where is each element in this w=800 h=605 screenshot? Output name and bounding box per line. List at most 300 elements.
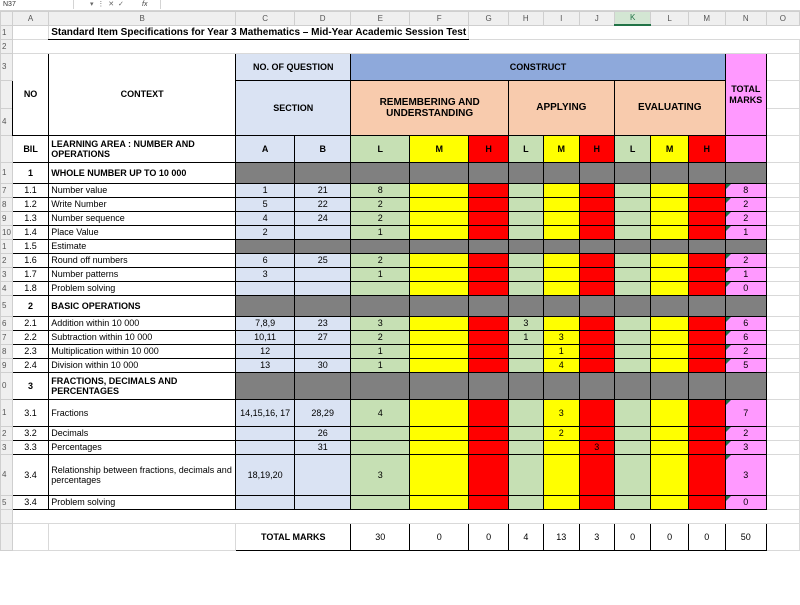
- column-header-d[interactable]: D: [295, 12, 351, 26]
- mark-cell[interactable]: [688, 441, 725, 455]
- blank-cell: [766, 317, 799, 331]
- spreadsheet-grid: [0, 11, 800, 551]
- table-row: [1, 226, 800, 240]
- mark-cell[interactable]: [508, 184, 543, 198]
- mark-cell[interactable]: [508, 455, 543, 496]
- header-no: NO: [12, 54, 48, 136]
- row-number[interactable]: 3: [1, 268, 13, 282]
- mark-cell[interactable]: [508, 345, 543, 359]
- mark-cell[interactable]: [614, 317, 651, 331]
- gray-cell: [236, 240, 295, 254]
- blank-cell: [766, 296, 799, 317]
- section-b-value: 25: [295, 254, 351, 268]
- gray-cell: [508, 163, 543, 184]
- column-header-i[interactable]: I: [543, 12, 579, 26]
- column-header-b[interactable]: B: [49, 12, 236, 26]
- row-number[interactable]: 3: [1, 441, 13, 455]
- mark-cell[interactable]: [543, 455, 579, 496]
- mark-cell[interactable]: 2: [351, 331, 410, 345]
- mark-cell[interactable]: 3: [543, 331, 579, 345]
- row-number[interactable]: [1, 510, 13, 524]
- mark-cell[interactable]: [651, 359, 688, 373]
- row-number[interactable]: 7: [1, 331, 13, 345]
- column-header-o[interactable]: O: [766, 12, 799, 26]
- gray-cell: [295, 240, 351, 254]
- row-total[interactable]: 1: [725, 226, 766, 240]
- mark-cell[interactable]: [651, 184, 688, 198]
- mark-cell[interactable]: [410, 345, 469, 359]
- mark-cell[interactable]: [543, 212, 579, 226]
- mark-cell[interactable]: [469, 455, 509, 496]
- blank-cell: [766, 441, 799, 455]
- table-row: [1, 441, 800, 455]
- mark-cell[interactable]: [579, 268, 614, 282]
- blank-cell: [766, 282, 799, 296]
- mark-cell[interactable]: 3: [508, 317, 543, 331]
- mark-cell[interactable]: [469, 226, 509, 240]
- column-total[interactable]: 3: [579, 524, 614, 551]
- mark-cell[interactable]: [614, 198, 651, 212]
- mark-cell[interactable]: [508, 400, 543, 427]
- row-number[interactable]: 0: [1, 373, 13, 400]
- table-row: [1, 282, 800, 296]
- level-l: L: [508, 136, 543, 163]
- mark-cell[interactable]: [688, 455, 725, 496]
- item-context: Write Number: [49, 198, 236, 212]
- item-number: 1.3: [12, 212, 48, 226]
- row-total[interactable]: 3: [725, 455, 766, 496]
- row-total[interactable]: 1: [725, 268, 766, 282]
- mark-cell[interactable]: [543, 317, 579, 331]
- row-total[interactable]: 5: [725, 359, 766, 373]
- mark-cell[interactable]: [579, 282, 614, 296]
- mark-cell[interactable]: [410, 400, 469, 427]
- mark-cell[interactable]: [508, 359, 543, 373]
- name-box[interactable]: N37: [0, 0, 74, 9]
- section-a-value: [236, 282, 295, 296]
- column-header-m[interactable]: M: [688, 12, 725, 26]
- mark-cell[interactable]: 3: [579, 441, 614, 455]
- row-total[interactable]: 2: [725, 345, 766, 359]
- mark-cell[interactable]: 1: [351, 268, 410, 282]
- row-number[interactable]: 2: [1, 254, 13, 268]
- mark-cell[interactable]: [410, 427, 469, 441]
- mark-cell[interactable]: [614, 455, 651, 496]
- formula-controls: ▾ ⋮ ✕ ✓: [90, 1, 124, 8]
- header-section-b: B: [295, 136, 351, 163]
- mark-cell[interactable]: [651, 345, 688, 359]
- mark-cell[interactable]: [508, 268, 543, 282]
- mark-cell[interactable]: [410, 359, 469, 373]
- mark-cell[interactable]: [469, 317, 509, 331]
- mark-cell[interactable]: [688, 345, 725, 359]
- blank-cell: [766, 254, 799, 268]
- mark-cell[interactable]: 1: [543, 345, 579, 359]
- mark-cell[interactable]: [469, 184, 509, 198]
- mark-cell[interactable]: [614, 268, 651, 282]
- item-number: 1.7: [12, 268, 48, 282]
- row-number[interactable]: 8: [1, 198, 13, 212]
- gray-cell: [351, 163, 410, 184]
- section-a-value: 18,19,20: [236, 455, 295, 496]
- mark-cell[interactable]: 4: [351, 400, 410, 427]
- mark-cell[interactable]: [688, 268, 725, 282]
- mark-cell[interactable]: [579, 400, 614, 427]
- mark-cell[interactable]: [614, 441, 651, 455]
- mark-cell[interactable]: [688, 496, 725, 510]
- mark-cell[interactable]: [543, 254, 579, 268]
- row-number[interactable]: 2: [1, 40, 13, 54]
- row-number[interactable]: 5: [1, 496, 13, 510]
- row-number[interactable]: 1: [1, 240, 13, 254]
- column-header-g[interactable]: G: [469, 12, 509, 26]
- mark-cell[interactable]: [508, 212, 543, 226]
- blank-cell: [766, 136, 799, 163]
- section-b-value: [295, 496, 351, 510]
- table-row: [1, 212, 800, 226]
- mark-cell[interactable]: [469, 331, 509, 345]
- mark-cell[interactable]: [651, 455, 688, 496]
- table-row: [1, 268, 800, 282]
- gray-cell: [725, 373, 766, 400]
- mark-cell[interactable]: [651, 496, 688, 510]
- mark-cell[interactable]: [543, 184, 579, 198]
- item-number: 3.4: [12, 455, 48, 496]
- column-header-j[interactable]: J: [579, 12, 614, 26]
- column-total[interactable]: 0: [614, 524, 651, 551]
- mark-cell[interactable]: [410, 282, 469, 296]
- mark-cell[interactable]: [508, 226, 543, 240]
- mark-cell[interactable]: [614, 282, 651, 296]
- mark-cell[interactable]: [688, 226, 725, 240]
- table-row: [1, 296, 800, 317]
- item-context: Relationship between fractions, decimals and percentages: [49, 455, 236, 496]
- row-number[interactable]: [1, 524, 13, 551]
- mark-cell[interactable]: [410, 198, 469, 212]
- mark-cell[interactable]: [688, 317, 725, 331]
- mark-cell[interactable]: [410, 184, 469, 198]
- gray-cell: [614, 296, 651, 317]
- row-total[interactable]: 2: [725, 198, 766, 212]
- mark-cell[interactable]: 2: [351, 254, 410, 268]
- mark-cell[interactable]: 1: [351, 226, 410, 240]
- section-a-value: 6: [236, 254, 295, 268]
- mark-cell[interactable]: [543, 496, 579, 510]
- totals-label: TOTAL MARKS: [236, 524, 351, 551]
- mark-cell[interactable]: [651, 198, 688, 212]
- column-total[interactable]: 13: [543, 524, 579, 551]
- mark-cell[interactable]: [614, 427, 651, 441]
- mark-cell[interactable]: [508, 496, 543, 510]
- item-number: 3.4: [12, 496, 48, 510]
- row-total[interactable]: 8: [725, 184, 766, 198]
- column-total[interactable]: 4: [508, 524, 543, 551]
- row-number[interactable]: 7: [1, 184, 13, 198]
- mark-cell[interactable]: [351, 441, 410, 455]
- mark-cell[interactable]: [410, 317, 469, 331]
- mark-cell[interactable]: [543, 198, 579, 212]
- gray-cell: [508, 296, 543, 317]
- mark-cell[interactable]: [651, 331, 688, 345]
- mark-cell[interactable]: [508, 441, 543, 455]
- gray-cell: [725, 240, 766, 254]
- group-number: 2: [12, 296, 48, 317]
- mark-cell[interactable]: [651, 282, 688, 296]
- item-context: Division within 10 000: [49, 359, 236, 373]
- mark-cell[interactable]: [614, 254, 651, 268]
- mark-cell[interactable]: [688, 427, 725, 441]
- column-total[interactable]: 0: [688, 524, 725, 551]
- mark-cell[interactable]: [614, 226, 651, 240]
- mark-cell[interactable]: [614, 184, 651, 198]
- row-total[interactable]: 2: [725, 427, 766, 441]
- mark-cell[interactable]: [579, 184, 614, 198]
- column-header-a[interactable]: A: [12, 12, 48, 26]
- blank-cell: [49, 524, 236, 551]
- row-number[interactable]: 2: [1, 427, 13, 441]
- section-a-value: 7,8,9: [236, 317, 295, 331]
- item-number: 3.1: [12, 400, 48, 427]
- mark-cell[interactable]: [688, 400, 725, 427]
- mark-cell[interactable]: [469, 427, 509, 441]
- mark-cell[interactable]: 4: [543, 359, 579, 373]
- row-number[interactable]: 1: [1, 400, 13, 427]
- mark-cell[interactable]: [410, 441, 469, 455]
- mark-cell[interactable]: 3: [543, 400, 579, 427]
- mark-cell[interactable]: [614, 212, 651, 226]
- gray-cell: [351, 296, 410, 317]
- gray-cell: [410, 240, 469, 254]
- column-total[interactable]: 0: [469, 524, 509, 551]
- section-b-value: 23: [295, 317, 351, 331]
- mark-cell[interactable]: [651, 400, 688, 427]
- mark-cell[interactable]: [614, 400, 651, 427]
- section-b-value: 28,29: [295, 400, 351, 427]
- mark-cell[interactable]: [543, 268, 579, 282]
- header-remembering: REMEMBERING AND UNDERSTANDING: [351, 81, 509, 136]
- mark-cell[interactable]: [688, 282, 725, 296]
- mark-cell[interactable]: [688, 212, 725, 226]
- mark-cell[interactable]: [651, 427, 688, 441]
- row-total[interactable]: 0: [725, 496, 766, 510]
- row-number[interactable]: 5: [1, 296, 13, 317]
- row-number[interactable]: 4: [1, 108, 13, 136]
- mark-cell[interactable]: [410, 212, 469, 226]
- column-total[interactable]: 30: [351, 524, 410, 551]
- mark-cell[interactable]: [579, 254, 614, 268]
- item-number: 1.5: [12, 240, 48, 254]
- row-number[interactable]: [1, 81, 13, 109]
- mark-cell[interactable]: 2: [351, 212, 410, 226]
- mark-cell[interactable]: [410, 254, 469, 268]
- level-m: M: [651, 136, 688, 163]
- header-section-a: A: [236, 136, 295, 163]
- row-total[interactable]: 6: [725, 317, 766, 331]
- mark-cell[interactable]: [651, 441, 688, 455]
- blank-cell: [766, 496, 799, 510]
- mark-cell[interactable]: [579, 427, 614, 441]
- mark-cell[interactable]: [614, 496, 651, 510]
- item-number: 1.8: [12, 282, 48, 296]
- row-total[interactable]: 0: [725, 282, 766, 296]
- mark-cell[interactable]: 1: [351, 345, 410, 359]
- mark-cell[interactable]: [410, 226, 469, 240]
- blank-cell: [766, 198, 799, 212]
- mark-cell[interactable]: [651, 268, 688, 282]
- mark-cell[interactable]: [410, 331, 469, 345]
- column-header-h[interactable]: H: [508, 12, 543, 26]
- mark-cell[interactable]: [469, 359, 509, 373]
- mark-cell[interactable]: [579, 226, 614, 240]
- mark-cell[interactable]: [543, 282, 579, 296]
- blank-cell: [766, 163, 799, 184]
- mark-cell[interactable]: [614, 331, 651, 345]
- mark-cell[interactable]: [688, 254, 725, 268]
- mark-cell[interactable]: [410, 496, 469, 510]
- table-row: [1, 163, 800, 184]
- gray-cell: [688, 373, 725, 400]
- function-icon[interactable]: fx: [142, 1, 148, 8]
- mark-cell[interactable]: [410, 455, 469, 496]
- mark-cell[interactable]: [469, 268, 509, 282]
- mark-cell[interactable]: [688, 359, 725, 373]
- mark-cell[interactable]: [688, 198, 725, 212]
- item-context: Number value: [49, 184, 236, 198]
- mark-cell[interactable]: [579, 496, 614, 510]
- item-number: 2.1: [12, 317, 48, 331]
- row-number[interactable]: 9: [1, 212, 13, 226]
- mark-cell[interactable]: [351, 427, 410, 441]
- row-number[interactable]: 3: [1, 54, 13, 81]
- mark-cell[interactable]: [543, 441, 579, 455]
- row-number[interactable]: 1: [1, 25, 13, 40]
- gray-cell: [295, 296, 351, 317]
- mark-cell[interactable]: [508, 427, 543, 441]
- mark-cell[interactable]: [351, 496, 410, 510]
- row-total[interactable]: 3: [725, 441, 766, 455]
- grand-total[interactable]: 50: [725, 524, 766, 551]
- mark-cell[interactable]: [469, 198, 509, 212]
- row-number[interactable]: 8: [1, 345, 13, 359]
- mark-cell[interactable]: [579, 345, 614, 359]
- mark-cell[interactable]: [579, 359, 614, 373]
- mark-cell[interactable]: [469, 400, 509, 427]
- mark-cell[interactable]: [651, 254, 688, 268]
- row-number[interactable]: 10: [1, 226, 13, 240]
- select-all[interactable]: [1, 12, 13, 26]
- section-b-value: 26: [295, 427, 351, 441]
- mark-cell[interactable]: [614, 359, 651, 373]
- mark-cell[interactable]: [469, 212, 509, 226]
- mark-cell[interactable]: [508, 254, 543, 268]
- mark-cell[interactable]: [508, 198, 543, 212]
- row-number[interactable]: 6: [1, 317, 13, 331]
- section-b-value: [295, 345, 351, 359]
- group-title: WHOLE NUMBER UP TO 10 000: [49, 163, 236, 184]
- table-row: [1, 373, 800, 400]
- mark-cell[interactable]: [469, 441, 509, 455]
- mark-cell[interactable]: [543, 226, 579, 240]
- mark-cell[interactable]: [579, 212, 614, 226]
- formula-input[interactable]: [160, 0, 800, 9]
- sheet-title: Standard Item Specifications for Year 3 Mathematics – Mid-Year Academic Session Test: [49, 25, 469, 40]
- table-row: [1, 427, 800, 441]
- mark-cell[interactable]: 1: [351, 359, 410, 373]
- column-header-e[interactable]: E: [351, 12, 410, 26]
- column-total[interactable]: 0: [410, 524, 469, 551]
- mark-cell[interactable]: [351, 282, 410, 296]
- table-row: [1, 240, 800, 254]
- item-number: 1.6: [12, 254, 48, 268]
- mark-cell[interactable]: [469, 282, 509, 296]
- row-number[interactable]: 1: [1, 163, 13, 184]
- mark-cell[interactable]: [579, 198, 614, 212]
- column-header-f[interactable]: F: [410, 12, 469, 26]
- row-number[interactable]: 4: [1, 455, 13, 496]
- gray-cell: [410, 163, 469, 184]
- mark-cell[interactable]: [651, 317, 688, 331]
- row-total[interactable]: 2: [725, 254, 766, 268]
- gray-cell: [295, 373, 351, 400]
- header-learning-area: LEARNING AREA : NUMBER AND OPERATIONS: [49, 136, 236, 163]
- mark-cell[interactable]: 2: [351, 198, 410, 212]
- row-number[interactable]: 9: [1, 359, 13, 373]
- mark-cell[interactable]: [688, 184, 725, 198]
- row-total[interactable]: 2: [725, 212, 766, 226]
- totals-row: [1, 524, 800, 551]
- row-total[interactable]: 6: [725, 331, 766, 345]
- mark-cell[interactable]: [688, 331, 725, 345]
- row-number[interactable]: 4: [1, 282, 13, 296]
- mark-cell[interactable]: 3: [351, 317, 410, 331]
- mark-cell[interactable]: [508, 282, 543, 296]
- mark-cell[interactable]: 8: [351, 184, 410, 198]
- mark-cell[interactable]: [579, 455, 614, 496]
- mark-cell[interactable]: 1: [508, 331, 543, 345]
- blank-cell: [766, 373, 799, 400]
- gray-cell: [508, 240, 543, 254]
- mark-cell[interactable]: [651, 226, 688, 240]
- item-context: Place Value: [49, 226, 236, 240]
- blank-cell: [766, 240, 799, 254]
- mark-cell[interactable]: [469, 496, 509, 510]
- row-number[interactable]: [1, 136, 13, 163]
- mark-cell[interactable]: [410, 268, 469, 282]
- column-header-c[interactable]: C: [236, 12, 295, 26]
- column-header-k[interactable]: K: [614, 12, 651, 26]
- section-b-value: 31: [295, 441, 351, 455]
- mark-cell[interactable]: 2: [543, 427, 579, 441]
- mark-cell[interactable]: [579, 331, 614, 345]
- column-header-n[interactable]: N: [725, 12, 766, 26]
- mark-cell[interactable]: [469, 345, 509, 359]
- mark-cell[interactable]: [469, 254, 509, 268]
- item-context: Multiplication within 10 000: [49, 345, 236, 359]
- section-a-value: [236, 441, 295, 455]
- mark-cell[interactable]: [579, 317, 614, 331]
- header-section: SECTION: [236, 81, 351, 136]
- table-row: [1, 496, 800, 510]
- mark-cell[interactable]: 3: [351, 455, 410, 496]
- mark-cell[interactable]: [651, 212, 688, 226]
- gray-cell: [614, 163, 651, 184]
- mark-cell[interactable]: [614, 345, 651, 359]
- row-total[interactable]: 7: [725, 400, 766, 427]
- gray-cell: [236, 373, 295, 400]
- blank-cell: [766, 345, 799, 359]
- column-header-l[interactable]: L: [651, 12, 688, 26]
- column-total[interactable]: 0: [651, 524, 688, 551]
